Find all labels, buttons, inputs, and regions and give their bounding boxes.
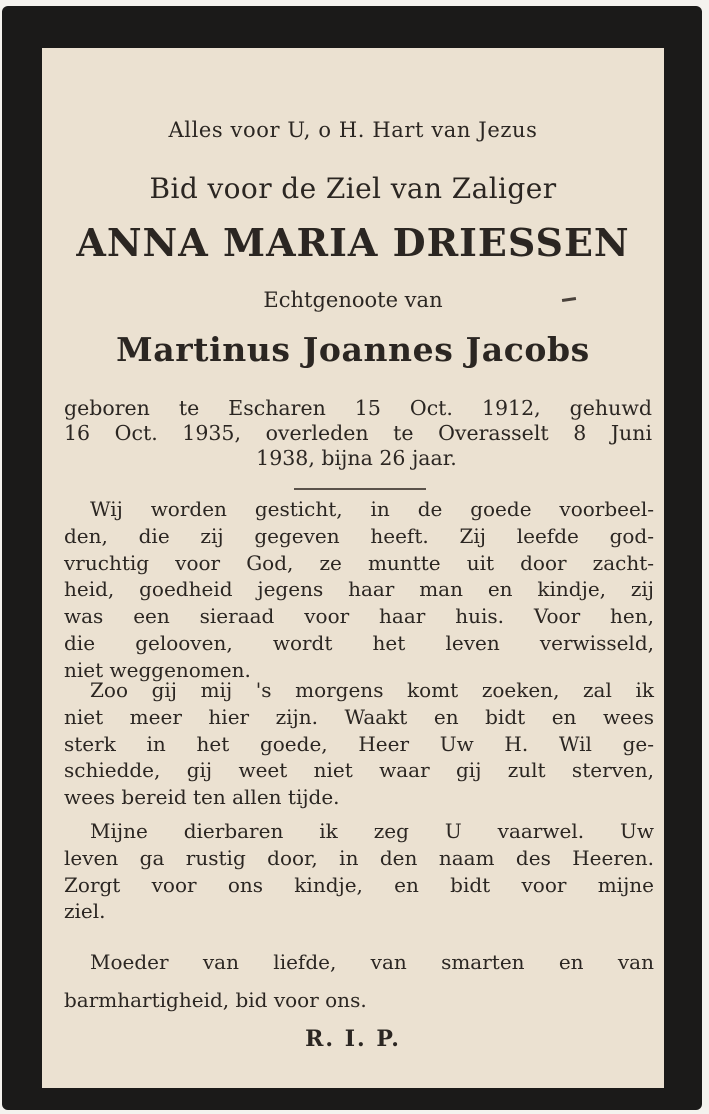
text-line: niet meer hier zijn. Waakt en bidt en wees xyxy=(64,704,654,729)
birth-line: 1938, bijna 26 jaar. xyxy=(256,446,457,470)
text-line: leven ga rustig door, in den naam des Heeren. xyxy=(64,845,654,870)
text-line: den, die zij gegeven heeft. Zij leefde god- xyxy=(64,523,654,548)
text-line: barmhartigheid, bid voor ons. xyxy=(64,988,367,1012)
text-line: heid, goedheid jegens haar man en kindje, zij xyxy=(64,577,654,602)
paragraph-goodbye xyxy=(64,818,654,925)
paragraph-prayer xyxy=(64,943,654,1019)
prayer-intro: Bid voor de Ziel van Zaliger xyxy=(149,172,557,205)
birth-line: geboren te Escharen 15 Oct. 1912, gehuwd xyxy=(64,396,652,420)
text-line: sterk in het goede, Heer Uw H. Wil ge- xyxy=(64,731,654,756)
text-line: Moeder van liefde, van smarten en van xyxy=(90,950,654,974)
text-line: vruchtig voor God, ze muntte uit door zacht- xyxy=(64,550,654,575)
deceased-name: ANNA MARIA DRIESSEN xyxy=(76,220,630,265)
spouse-name: Martinus Joannes Jacobs xyxy=(116,330,590,369)
paragraph-example xyxy=(64,496,654,684)
text-line: schiedde, gij weet niet waar gij zult sterven, xyxy=(64,758,654,783)
spouse-intro: Echtgenoote van xyxy=(263,288,443,312)
text-line: Mijne dierbaren ik zeg U vaarwel. Uw xyxy=(90,819,654,843)
birth-line: 16 Oct. 1935, overleden te Overasselt 8 Juni xyxy=(64,421,652,445)
memorial-card xyxy=(2,6,702,1110)
rip-closing: R. I. P. xyxy=(305,1026,401,1052)
text-line: wees bereid ten allen tijde. xyxy=(64,785,340,810)
divider-rule xyxy=(294,488,426,490)
text-line: niet weggenomen. xyxy=(64,657,251,682)
text-line: Zoo gij mij 's morgens komt zoeken, zal ik xyxy=(90,678,654,702)
card-paper xyxy=(42,48,664,1088)
text-line: die gelooven, wordt het leven verwisseld, xyxy=(64,630,654,655)
paragraph-farewell xyxy=(64,677,654,811)
motto-line: Alles voor U, o H. Hart van Jezus xyxy=(168,118,538,142)
text-line: Zorgt voor ons kindje, en bidt voor mijne xyxy=(64,872,654,897)
text-line: Wij worden gesticht, in de goede voorbeel- xyxy=(90,497,654,521)
text-line: was een sieraad voor haar huis. Voor hen, xyxy=(64,604,654,629)
text-line: ziel. xyxy=(64,899,106,924)
